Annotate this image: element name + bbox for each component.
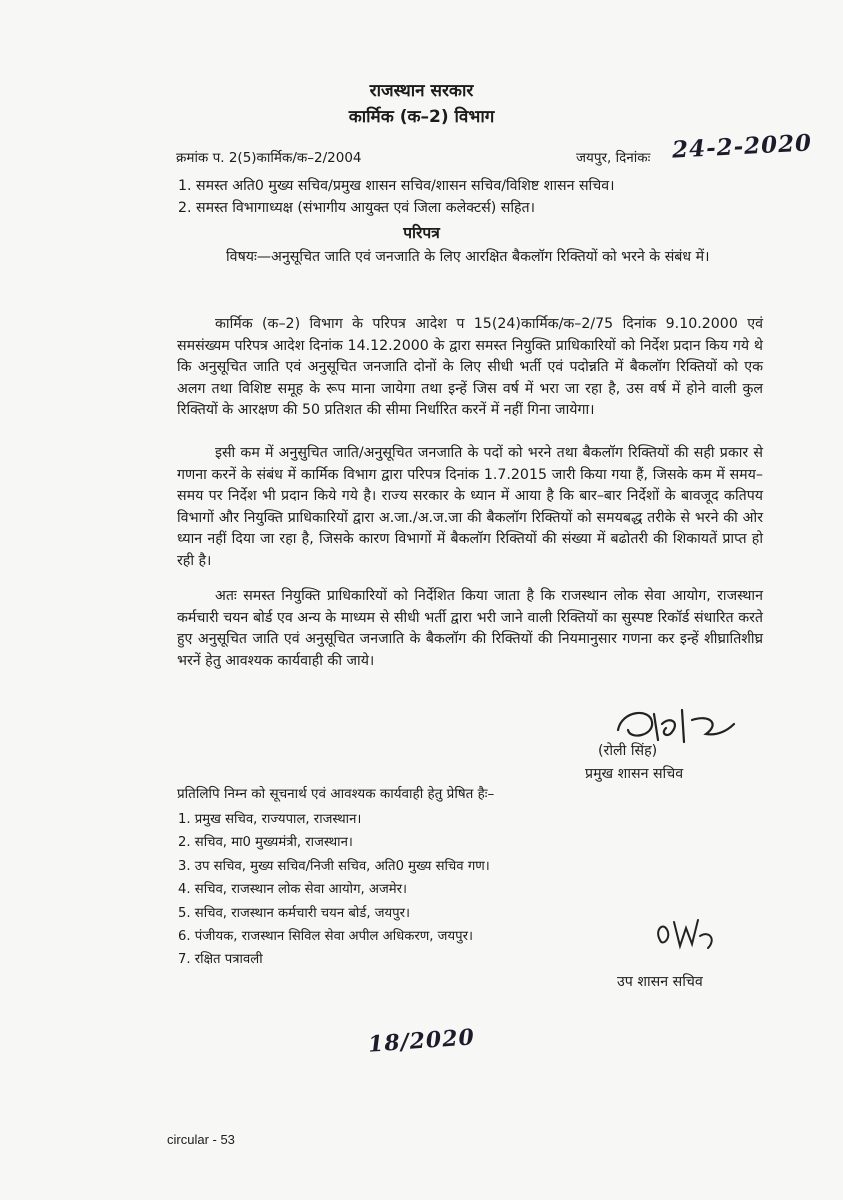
copy-to-intro: प्रतिलिपि निम्न को सूचनार्थ एवं आवश्यक कार्यवाही हेतु प्रेषित हैः–	[177, 786, 495, 802]
place-date-label: जयपुर, दिनांकः	[576, 150, 651, 166]
deputy-secretary-signature	[650, 910, 730, 960]
handwritten-date: 24-2-2020	[671, 129, 813, 164]
paragraph-2	[177, 443, 763, 573]
list-item: 1. प्रमुख सचिव, राज्यपाल, राजस्थान।	[178, 812, 362, 827]
deputy-designation: उप शासन सचिव	[617, 974, 703, 990]
paragraph-2-text: इसी कम में अनुसुचित जाति/अनुसूचित जनजाति के पदों को भरने तथा बैकलॉग रिक्तियों की सही प्रकार से गणना करनें के संबंध में कार्मिक विभाग द्वारा परिपत्र दिनांक 1.7.2015 जारी किया गया हैं, जिसके कम में समय–समय पर निर्देश भी प्रदान किये गये है। राज्य सरकार के ध्यान में आया है कि बार–बार निर्देशों के बावजूद कतिपय विभागों और नियुक्ति प्राधिकारियों द्वारा अ.जा./अ.ज.जा की बैकलॉग रिक्तियों को समयबद्ध तरीके से भरने की ओर ध्यान नहीं दिया जा रहा है, जिसके कारण विभागों में बैकलॉग रिक्तियों की संख्या में बढोतरी की शिकायतें प्राप्त हो रही है।	[177, 445, 763, 569]
reference-number: क्रमांक प. 2(5)कार्मिक/क–2/2004	[176, 150, 362, 166]
paragraph-1-text: कार्मिक (क–2) विभाग के परिपत्र आदेश प 15(24)कार्मिक/क–2/75 दिनांक 9.10.2000 एवं समसंख्यम परिपत्र आदेश दिनांक 14.12.2000 के द्वारा समस्त नियुक्ति प्राधिकारियों को निर्देश प्रदान किय गये थे कि अनुसूचित जाति एवं अनुसूचित जनजाति दोनों के लिए सीधी भर्ती एवं पदोन्नति में बैकलॉग रिक्तियों को एक अलग तथा विशिष्ट समूह के रूप माना जायेगा तथा इन्हें जिस वर्ष में भरा जा रहा है, उस वर्ष में होने वाली कुल रिक्तियों के आरक्षण की 50 प्रतिशत की सीमा निर्धारित करनें में नहीं गिना जायेगा।	[177, 316, 763, 419]
list-item: 4. सचिव, राजस्थान लोक सेवा आयोग, अजमेर।	[178, 882, 408, 898]
handwritten-number: 18/2020	[367, 1024, 476, 1058]
paragraph-3-text: अतः समस्त नियुक्ति प्राधिकारियों को निर्देशित किया जाता है कि राजस्थान लोक सेवा आयोग, राजस्थान कर्मचारी चयन बोर्ड एव अन्य के माध्यम से सीधी भर्ती द्वारा भरी जाने वाली रिक्तियों का सुस्पष्ट रिकॉर्ड संधारित करते हुए अनुसूचित जाति एवं अनुसूचित जनजाति के बैकलॉग की रिक्तियों की नियमानुसार गणना कर इन्हें शीघ्रातिशीघ्र भरनें हेतु आवश्यक कार्यवाही की जाये।	[177, 588, 763, 669]
circular-title: परिपत्र	[403, 224, 440, 242]
signatory-designation: प्रमुख शासन सचिव	[585, 766, 684, 782]
paragraph-3	[177, 586, 763, 672]
subject-line: विषयः—अनुसूचित जाति एवं जनजाति के लिए आरक्षित बैकलॉग रिक्तियों को भरने के संबंध में।	[226, 249, 710, 265]
list-item: 6. पंजीयक, राजस्थान सिविल सेवा अपील अधिकरण, जयपुर।	[178, 928, 473, 944]
signatory-name: (रोली सिंह)	[598, 743, 658, 759]
paragraph-1	[177, 314, 763, 422]
addressee-line-1: 1. समस्त अति0 मुख्य सचिव/प्रमुख शासन सचिव/शासन सचिव/विशिष्ट शासन सचिव।	[178, 178, 615, 194]
list-item: 5. सचिव, राजस्थान कर्मचारी चयन बोर्ड, जयपुर।	[178, 905, 411, 921]
list-item: 2. सचिव, मा0 मुख्यमंत्री, राजस्थान।	[178, 835, 353, 851]
government-heading: राजस्थान सरकार	[369, 81, 474, 101]
copy-to-list	[178, 808, 490, 972]
department-heading: कार्मिक (क–2) विभाग	[348, 107, 495, 127]
list-item: 3. उप सचिव, मुख्य सचिव/निजी सचिव, अति0 मुख्य सचिव गण।	[178, 858, 490, 874]
footer-label: circular - 53	[167, 1132, 235, 1147]
addressee-line-2: 2. समस्त विभागाध्यक्ष (संभागीय आयुक्त एवं जिला कलेक्टर्स) सहित।	[178, 200, 536, 216]
list-item: 7. रक्षित पत्रावली	[178, 952, 263, 968]
